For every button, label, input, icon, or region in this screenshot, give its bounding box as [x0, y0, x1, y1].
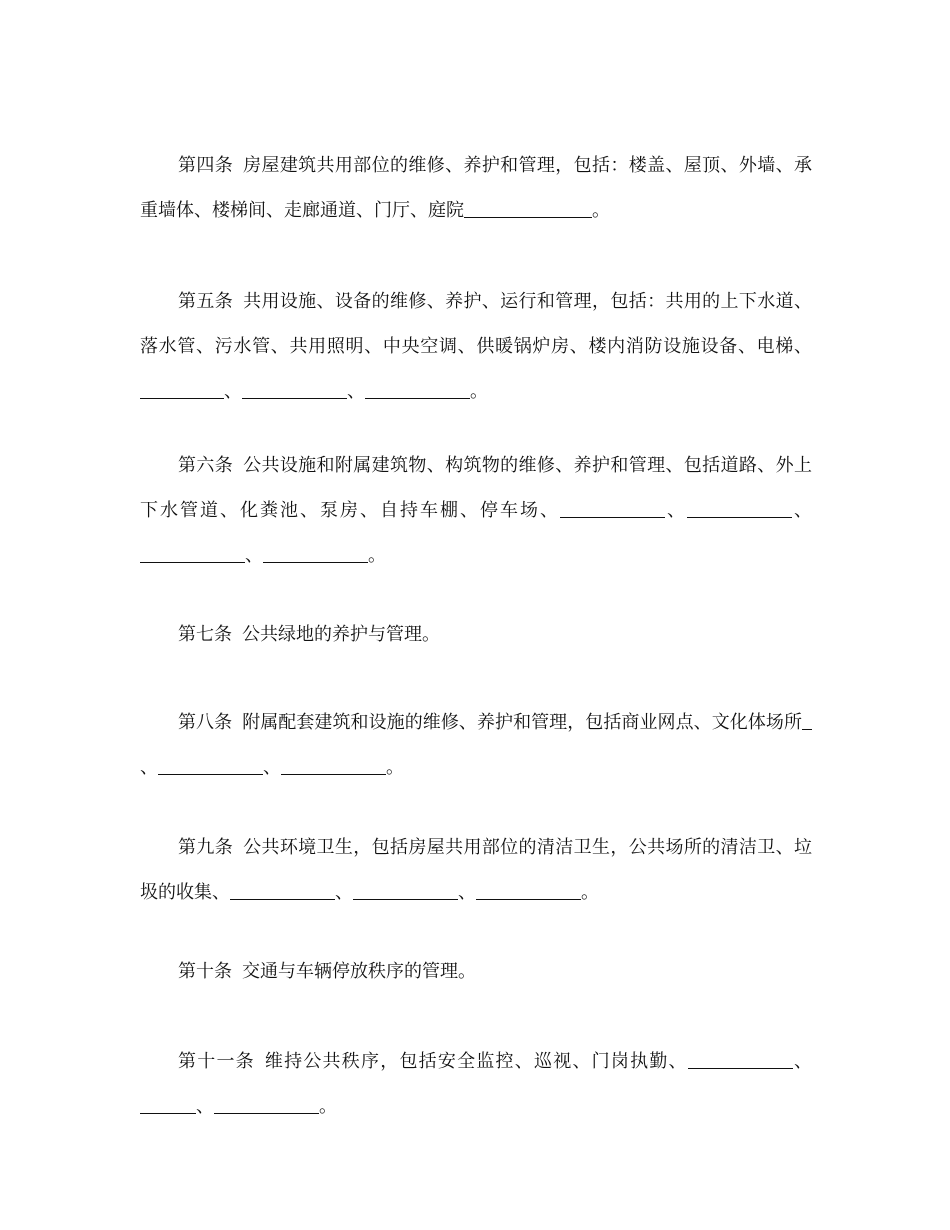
fill-blank: [140, 542, 245, 563]
fill-blank: [560, 497, 665, 518]
clause-text: 房屋建筑共用部位的维修、养护和管理，包括：楼盖、屋顶、外墙、承重墙体、楼梯间、走廊通道、门厅、庭院: [140, 155, 812, 221]
fill-blank: [158, 754, 263, 775]
fill-blank: [353, 879, 458, 900]
fill-blank: [230, 879, 335, 900]
fill-blank: [464, 197, 592, 218]
clause-text: 。: [319, 1096, 337, 1117]
clause-text: 、: [792, 500, 812, 521]
clause-8: [140, 700, 812, 790]
clause-text: 、: [347, 381, 365, 402]
clause-text: 。: [581, 882, 599, 903]
clause-number: 第九条: [178, 837, 234, 858]
clause-number: 第四条: [178, 155, 234, 176]
clause-number: 第十一条: [178, 1051, 255, 1072]
fill-blank: [140, 378, 224, 399]
clause-text: 、: [196, 1096, 214, 1117]
fill-blank: [476, 879, 581, 900]
clause-number: 第五条: [178, 291, 234, 312]
clause-6: [140, 443, 812, 578]
clause-text: 公共环境卫生，包括房屋共用部位的清洁卫生，公共场所的清洁卫、垃圾的收集、: [140, 837, 812, 903]
clause-10: [140, 949, 812, 994]
clause-text: 共用设施、设备的维修、养护、运行和管理，包括：共用的上下水道、落水管、污水管、共用照明、中央空调、供暖锅炉房、楼内消防设施设备、电梯、: [140, 291, 812, 357]
clause-9: [140, 825, 812, 915]
clause-text: 。: [386, 757, 404, 778]
clause-text: 维持公共秩序，包括安全监控、巡视、门岗执勤、: [264, 1051, 688, 1072]
clause-text: 、: [140, 757, 158, 778]
clause-text: 、: [245, 545, 263, 566]
fill-blank: [242, 378, 347, 399]
clause-number: 第七条: [178, 624, 232, 645]
fill-blank: [688, 1048, 793, 1069]
clause-text: 、: [224, 381, 242, 402]
clause-text: 、: [665, 500, 687, 521]
clause-5: [140, 279, 812, 414]
clause-text: 公共设施和附属建筑物、构筑物的维修、养护和管理、包括道路、外上下水管道、化粪池、泵房、自持车棚、停车场、: [140, 455, 812, 521]
clause-text: 。: [592, 200, 610, 221]
clause-text: 、: [458, 882, 476, 903]
clause-text: 、: [263, 757, 281, 778]
fill-blank: [214, 1093, 319, 1114]
clause-number: 第六条: [178, 455, 234, 476]
clause-7: [140, 612, 812, 657]
clause-number: 第十条: [178, 961, 232, 982]
fill-blank: [687, 497, 792, 518]
clause-text: 、: [792, 1051, 813, 1072]
clause-text: 、: [335, 882, 353, 903]
clause-number: 第八条: [178, 712, 233, 733]
clause-text: 。: [470, 381, 488, 402]
clause-text: 公共绿地的养护与管理。: [242, 624, 440, 645]
clause-4: [140, 143, 812, 233]
fill-blank: [365, 378, 470, 399]
clause-11: [140, 1039, 812, 1129]
fill-blank: [140, 1093, 196, 1114]
fill-blank: [281, 754, 386, 775]
clause-text: 附属配套建筑和设施的维修、养护和管理，包括商业网点、文化体场所: [242, 712, 803, 733]
clause-text: 交通与车辆停放秩序的管理。: [242, 961, 476, 982]
fill-blank: [263, 542, 368, 563]
fill-blank: [802, 709, 812, 730]
clause-text: 。: [368, 545, 386, 566]
